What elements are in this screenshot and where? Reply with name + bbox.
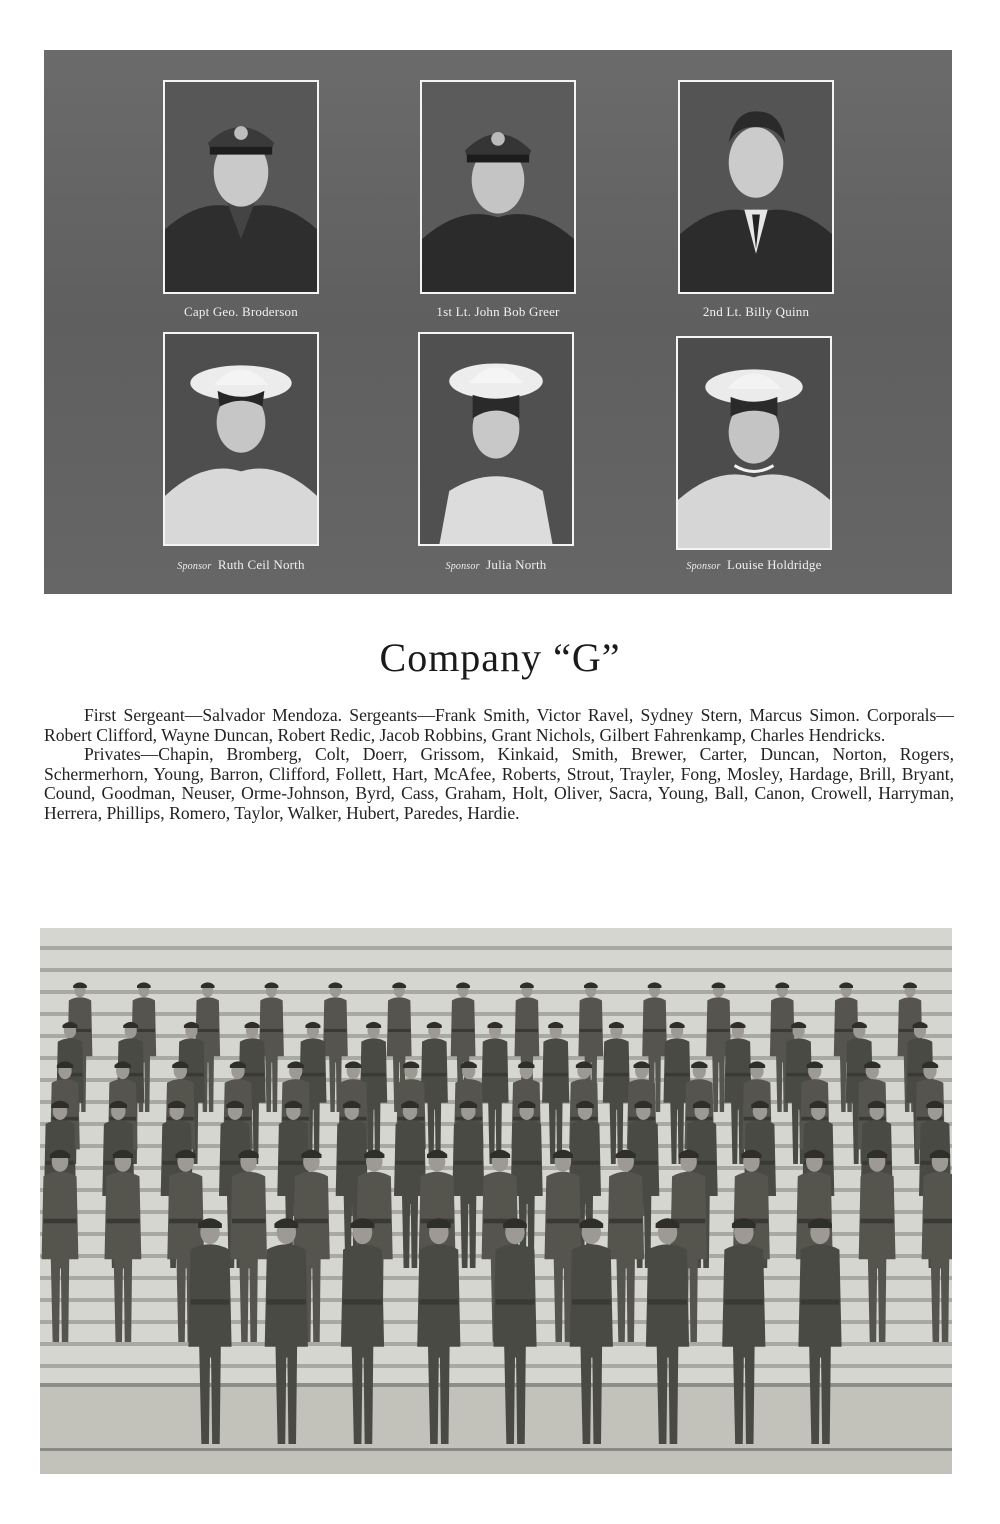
sponsor-portrait: [418, 332, 574, 546]
portrait-plate: [44, 50, 952, 594]
sponsor-portrait: [163, 332, 319, 546]
sponsor-name: Louise Holdridge: [727, 557, 822, 572]
sponsor-prefix: Sponsor: [445, 561, 480, 572]
sponsor-caption: [396, 557, 596, 573]
company-group-photo: [40, 928, 952, 1474]
sponsor-name: Ruth Ceil North: [217, 557, 305, 572]
officer-caption: Capt Geo. Broderson: [184, 304, 298, 319]
officer-portrait-first-lieutenant: [420, 80, 576, 294]
officer-portrait-captain: [163, 80, 319, 294]
roster-privates-paragraph: Privates—Chapin, Bromberg, Colt, Doerr, Grissom, Kinkaid, Smith, Brewer, Carter, Duncan, Norton, Rogers, Schermerhorn, Young, Barron, Clifford, Follett, Hart, McAfee, Roberts, Strout, Trayler, Fong, Mosley, Hardage, Brill, Bryant, Cound, Goodman, Neuser, Orme-Johnson, Byrd, Cass, Graham, Holt, Oliver, Sacra, Young, Ball, Canon, Crowell, Harryman, Herrera, Phillips, Romero, Taylor, Walker, Hubert, Paredes, Hardie.: [44, 744, 954, 823]
sponsor-caption: [141, 557, 341, 573]
roster-nco-paragraph: First Sergeant—Salvador Mendoza. Sergeants—Frank Smith, Victor Ravel, Sydney Stern, Marcus Simon. Corporals—Robert Clifford, Wayne Duncan, Robert Redic, Jacob Robbins, Grant Nichols, Gilbert Fahrenkamp, Charles Hendricks.: [44, 705, 954, 745]
roster: [44, 706, 954, 824]
page-title: Company “G”: [379, 635, 621, 680]
sponsor-portrait: [676, 336, 832, 550]
sponsor-prefix: Sponsor: [686, 561, 721, 572]
sponsor-prefix: Sponsor: [177, 561, 212, 572]
officer-caption: 2nd Lt. Billy Quinn: [702, 304, 810, 319]
officer-portrait-second-lieutenant: [678, 80, 834, 294]
sponsor-caption: [654, 557, 854, 573]
sponsor-name: Julia North: [486, 557, 547, 572]
officer-caption: 1st Lt. John Bob Greer: [436, 304, 560, 319]
